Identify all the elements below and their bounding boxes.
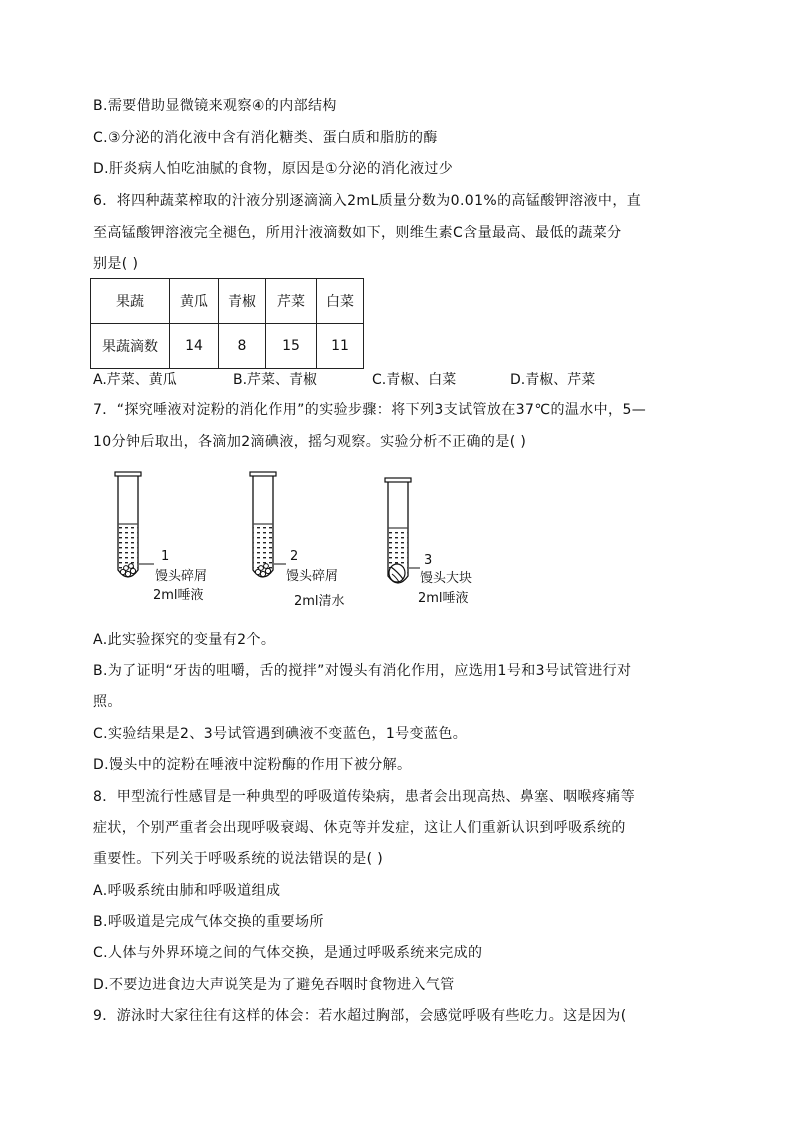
q8-stem-line-3: 重要性。下列关于呼吸系统的说法错误的是( ) bbox=[93, 851, 384, 867]
q6-stem-line-3: 别是( ) bbox=[93, 256, 139, 272]
q6-option-b: B.芹菜、青椒 bbox=[233, 372, 318, 388]
tube-content-label: 馒头大块 bbox=[420, 571, 473, 586]
table-cell: 8 bbox=[219, 324, 266, 369]
q9-stem-line-1: 9．游泳时大家往往有这样的体会：若水超过胸部，会感觉呼吸有些吃力。这是因为( bbox=[93, 1008, 627, 1024]
table-cell: 果蔬滴数 bbox=[91, 324, 170, 369]
q8-option-a: A.呼吸系统由肺和呼吸道组成 bbox=[93, 883, 281, 899]
q6-option-c: C.青椒、白菜 bbox=[372, 372, 457, 388]
q8-stem-line-1: 8．甲型流行性感冒是一种典型的呼吸道传染病，患者会出现高热、鼻塞、咽喉疼痛等 bbox=[93, 789, 636, 805]
table-cell: 青椒 bbox=[219, 279, 266, 324]
q7-option-b-line-1: B.为了证明“牙齿的咀嚼，舌的搅拌”对馒头有消化作用，应选用1号和3号试管进行对 bbox=[93, 663, 632, 679]
q7-option-a: A.此实验探究的变量有2个。 bbox=[93, 632, 276, 648]
vegetable-drops-table bbox=[90, 278, 364, 369]
tube-number: 2 bbox=[290, 549, 299, 564]
q7-option-c: C.实验结果是2、3号试管遇到碘液不变蓝色，1号变蓝色。 bbox=[93, 726, 468, 742]
tube-number: 3 bbox=[424, 553, 433, 568]
q6-option-d: D.青椒、芹菜 bbox=[510, 372, 596, 388]
test-tubes-diagram bbox=[100, 466, 500, 616]
table-cell: 芹菜 bbox=[266, 279, 317, 324]
tube-liquid-label: 2ml唾液 bbox=[418, 591, 469, 606]
q8-option-c: C.人体与外界环境之间的气体交换，是通过呼吸系统来完成的 bbox=[93, 945, 483, 961]
table-row bbox=[91, 279, 364, 324]
q7-stem-line-2: 10分钟后取出，各滴加2滴碘液，摇匀观察。实验分析不正确的是( ) bbox=[93, 434, 527, 450]
q7-option-d: D.馒头中的淀粉在唾液中淀粉酶的作用下被分解。 bbox=[93, 757, 412, 773]
q8-stem-line-2: 症状，个别严重者会出现呼吸衰竭、休克等并发症，这让人们重新认识到呼吸系统的 bbox=[93, 820, 626, 836]
q5-option-c: C.③分泌的消化液中含有消化糖类、蛋白质和脂肪的酶 bbox=[93, 130, 438, 146]
tube-liquid-label: 2ml清水 bbox=[294, 594, 345, 609]
test-tube-3 bbox=[385, 478, 472, 606]
table-cell: 14 bbox=[170, 324, 219, 369]
q5-option-d: D.肝炎病人怕吃油腻的食物，原因是①分泌的消化液过少 bbox=[93, 161, 454, 177]
table-cell: 黄瓜 bbox=[170, 279, 219, 324]
table-cell: 白菜 bbox=[317, 279, 364, 324]
q7-option-b-line-2: 照。 bbox=[93, 694, 122, 710]
test-tube-2 bbox=[250, 472, 345, 609]
q6-stem-line-2: 至高锰酸钾溶液完全褪色，所用汁液滴数如下，则维生素C含量最高、最低的蔬菜分 bbox=[93, 225, 622, 241]
tube-content-label: 馒头碎屑 bbox=[155, 569, 208, 584]
table-cell: 果蔬 bbox=[91, 279, 170, 324]
q7-stem-line-1: 7．“探究唾液对淀粉的消化作用”的实验步骤：将下列3支试管放在37℃的温水中，5— bbox=[93, 402, 647, 418]
q5-option-b: B.需要借助显微镜来观察④的内部结构 bbox=[93, 98, 337, 114]
q6-stem-line-1: 6．将四种蔬菜榨取的汁液分别逐滴滴入2mL质量分数为0.01%的高锰酸钾溶液中，直 bbox=[93, 193, 642, 209]
tube-number: 1 bbox=[161, 549, 170, 564]
table-cell: 11 bbox=[317, 324, 364, 369]
bread-lump-icon bbox=[389, 564, 405, 582]
tube-liquid-label: 2ml唾液 bbox=[153, 588, 204, 603]
tube-content-label: 馒头碎屑 bbox=[286, 569, 339, 584]
q8-option-d: D.不要边进食边大声说笑是为了避免吞咽时食物进入气管 bbox=[93, 977, 455, 993]
q6-option-a: A.芹菜、黄瓜 bbox=[93, 372, 177, 388]
q8-option-b: B.呼吸道是完成气体交换的重要场所 bbox=[93, 914, 324, 930]
table-row bbox=[91, 324, 364, 369]
table-cell: 15 bbox=[266, 324, 317, 369]
test-tube-1 bbox=[115, 472, 207, 603]
